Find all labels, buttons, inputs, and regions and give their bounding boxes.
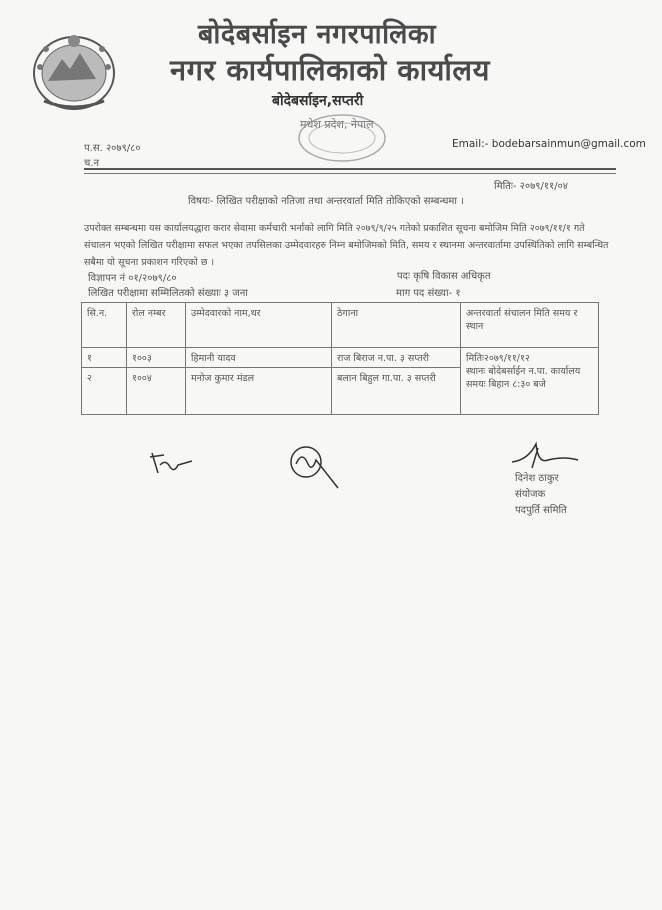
cell-sn: २ <box>82 368 127 415</box>
cell-roll: १००३ <box>127 348 186 368</box>
office-title: नगर कार्यपालिकाको कार्यालय <box>170 53 490 87</box>
attendee-count: लिखित परीक्षामा सम्मिलितको संख्याः ३ जना <box>88 288 248 299</box>
signatory-name: दिनेश ठाकुर <box>515 473 559 484</box>
interview-time: समयः बिहान ८:३० बजे <box>466 379 546 390</box>
coordinator-signature <box>508 438 580 472</box>
cell-interview-details <box>461 348 599 415</box>
cell-name: हिमानी यादव <box>186 348 332 368</box>
province-line: मधेश प्रदेश, नेपाल <box>300 118 374 131</box>
demand-count: माग पद संख्या- १ <box>396 288 461 299</box>
member-signature <box>286 440 344 492</box>
member-signature <box>148 445 196 479</box>
cell-address: बलान बिहुल गा.पा. ३ सप्तरी <box>332 368 461 415</box>
cell-sn: १ <box>82 348 127 368</box>
municipality-title: बोदेबर्साइन नगरपालिका <box>198 19 437 50</box>
signatory-committee: पदपुर्ति समिति <box>515 505 567 516</box>
notice-body: उपरोक्त सम्बन्धमा यस कार्यालयद्धारा करार सेवामा कर्मचारी भर्नाको लागि मिति २०७९/९/२५ गतेको प्रकाशित सूचना बमोजिम मिति २०७९/११/१ गते संचालन भएको लिखित परीक्षामा सफल भएका तपसिलका उम्मेदवारहरु निम्न बमोजिमको मिति, समय र स्थानमा अन्तरवार्तामा उपस्थितिको लागि सम्बन्धित सबैमा यो सूचना प्रकाशन गरिएको छ । <box>84 223 609 268</box>
email-address: Email:- bodebarsainmun@gmail.com <box>452 138 646 150</box>
post-name: पदः कृषि विकास अधिकृत <box>397 271 491 282</box>
header-address: ठेगाना <box>332 303 461 348</box>
reference-number: प.स. २०७९/८० <box>84 143 141 154</box>
advertisement-number: विज्ञापन नं ०१/२०७९/८० <box>88 273 177 284</box>
interview-date: मितिः२०७९/११/१२ <box>466 353 530 364</box>
header-roll: रोल नम्बर <box>127 303 186 348</box>
interview-place: स्थानः बोदेबर्साईन न.पा. कार्यालय <box>466 366 581 377</box>
cell-address: राज बिराज न.पा. ३ सप्तरी <box>332 348 461 368</box>
results-table <box>81 302 599 415</box>
dispatch-number: च.न <box>84 158 100 169</box>
address-line: बोदेबर्साइन,सप्तरी <box>272 93 364 109</box>
notice-date: मितिः- २०७९/११/०४ <box>494 181 569 192</box>
table-header-row <box>82 303 599 348</box>
header-name: उम्मेदवारको नाम,थर <box>186 303 332 348</box>
nepal-emblem-logo <box>26 27 122 115</box>
signatory-role: संयोजक <box>515 489 546 500</box>
table-row <box>82 348 599 368</box>
notice-subject: विषयः- लिखित परीक्षाको नतिजा तथा अन्तरवार्ता मिति तोकिएको सम्बन्धमा । <box>188 196 464 207</box>
cell-roll: १००४ <box>127 368 186 415</box>
cell-name: मनोज कुमार मंडल <box>186 368 332 415</box>
header-sn: सि.न. <box>82 303 127 348</box>
header-interview: अन्तरवार्ता संचालन मिति समय र स्थान <box>461 303 599 348</box>
header-rule <box>84 168 616 170</box>
header-rule-thin <box>84 173 616 174</box>
